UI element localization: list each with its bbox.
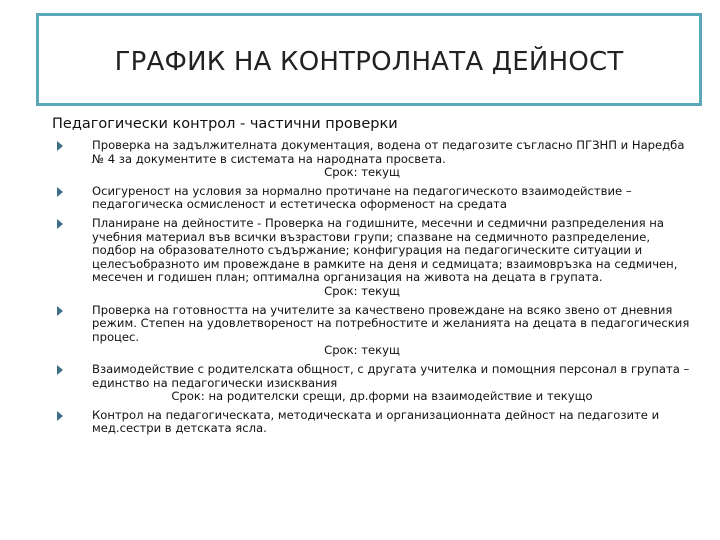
item-text: Проверка на задължителната документация, водена от педагозите съгласно ПГЗНП и Наредба № 4 за документите в системата на народната просвета. xyxy=(92,138,685,166)
triangle-bullet-icon xyxy=(57,365,63,375)
item-text: Планиране на дейностите - Проверка на годишните, месечни и седмични разпределения на учебния материал във всички възрастови групи; спазване на седмичното разпределение, подбор на образователното съдържание; конфигурация на педагогическите ситуации и целесъобразното им провеждане в рамките на деня и седмицата; взаимовръзка на седмичен, месечен и годишен план; оптимална организация на живота на децата в групата. xyxy=(92,215,678,285)
title-box xyxy=(36,13,702,106)
slide-title: ГРАФИК НА КОНТРОЛНАТА ДЕЙНОСТ xyxy=(114,46,624,77)
list-item xyxy=(52,409,692,436)
triangle-bullet-icon xyxy=(57,306,63,316)
triangle-bullet-icon xyxy=(57,187,63,197)
list-item xyxy=(52,217,692,299)
list-item xyxy=(52,363,692,404)
content-area xyxy=(52,116,692,441)
item-text: Проверка на готовността на учителите за качествено провеждане на всяко звено от дневния режим. Степен на удовлетвореност на потребностите и желанията на децата в педагогическия процес. xyxy=(92,302,690,344)
list-item xyxy=(52,304,692,358)
slide-margin xyxy=(0,0,36,540)
triangle-bullet-icon xyxy=(57,141,63,151)
list-item xyxy=(52,185,692,212)
item-text: Осигуреност на условия за нормално протичане на педагогическото взаимодействие – педагогическа осмисленост и естетическа оформеност на средата xyxy=(92,183,632,212)
bullet-list xyxy=(52,139,692,436)
item-deadline: Срок: текущ xyxy=(324,165,400,180)
item-deadline: Срок: текущ xyxy=(324,343,400,358)
list-item xyxy=(52,139,692,180)
section-heading: Педагогически контрол - частични проверки xyxy=(52,116,398,132)
item-text: Контрол на педагогическата, методическата и организационната дейност на педагозите и мед.сестри в детската ясла. xyxy=(92,407,660,436)
item-text: Взаимодействие с родителската общност, с другата учителка и помощния персонал в групата – единство на педагогически изисквания xyxy=(92,361,690,390)
triangle-bullet-icon xyxy=(57,411,63,421)
item-deadline: Срок: текущ xyxy=(324,283,400,298)
item-deadline: Срок: на родителски срещи, др.форми на взаимодействие и текущо xyxy=(171,389,593,404)
triangle-bullet-icon xyxy=(57,219,63,229)
